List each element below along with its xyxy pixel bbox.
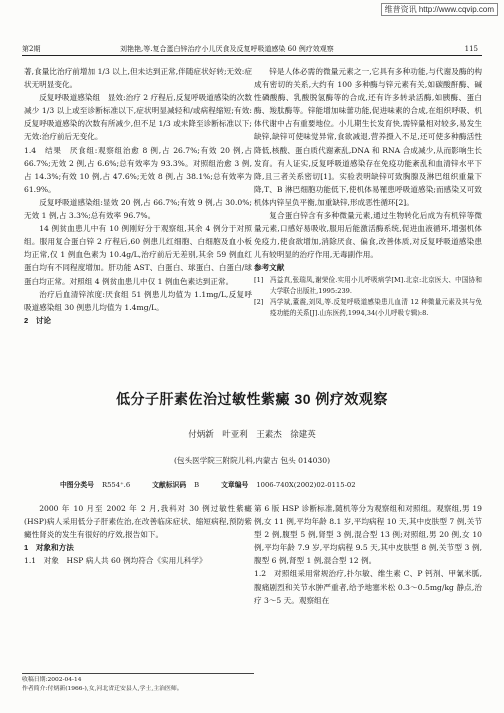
watermark: 维普资讯 http://www.cqvip.com	[381, 3, 498, 16]
paragraph: 锌是人体必需的微量元素之一,它具有多种功能,与代谢及酶的构成有密切的关系,大约有 100 多种酶与锌元素有关,如碳酸酐酶、碱性磷酸酶、乳酸脱氢酶等的合成,还有许多转录活酶,如胰酶、蛋白酶、羧肽酶等。锌能增加味蕾功能,促进味素的合成,在组织呼吸、机体代谢中占有重要地位。小儿期生长发育快,需锌量相对较多,易发生缺锌,缺锌可使味觉异常,食欲减退,营养摄入不足,还可使多种酶活性降低,核酸、蛋白质代谢紊乱,DNA 和 RNA 合成减少,从而影响生长发育。有人证实,反复呼吸道感染存在免疫功能紊乱和血清锌水平下降,且三者关系密切[1]。实验表明缺锌可致胸腺及淋巴组织重量下降,T、B 淋巴细胞功能低下,使机体易罹患呼吸道感染;而感染又可致机体内锌呈负平衡,加重缺锌,形成恶性循环[2]。	[254, 67, 482, 207]
footnote	[22, 673, 254, 694]
reference-number: [1]	[254, 275, 264, 284]
metadata-field	[60, 479, 130, 489]
paragraph: 2000 年 10 月至 2002 年 2 月,我科对 30 例过敏性紫癜(HSP)病人采用低分子肝素佐治,在改善临床症状、缩短病程,预防紫癜性肾炎的发生有很好的疗效,报告如下。	[24, 504, 252, 540]
metadata-key: 文献标识码	[152, 482, 187, 489]
paragraph: 1.1 对象 HSP 病人共 60 例均符合《实用儿科学》	[24, 556, 207, 566]
lower-right-column	[254, 502, 482, 607]
running-header	[22, 44, 482, 56]
page-number: 115	[464, 45, 478, 53]
upper-left-column	[24, 65, 252, 327]
metadata-field	[221, 479, 355, 489]
author-bio: 作者简介:付炳新(1966-),女,河北省迁安县人,学士,主治医师。	[22, 686, 183, 692]
lower-left-column	[24, 502, 252, 567]
article-affiliation: (包头医学院三附院儿科,内蒙古 包头 014030)	[173, 456, 331, 465]
reference-number: [2]	[254, 297, 264, 306]
issue-number: 第2期	[22, 45, 41, 53]
paragraph: 1.2 对照组采用常规治疗,扑尔敏、维生素 C、P 钙剂、甲氰米胍,腹痛剧烈和关节水肿严重者,给予地塞米松 0.3～0.5mg/kg 静点,治疗 3～5 天。观察组在	[254, 569, 482, 605]
running-title: 刘艳艳,等.复合蛋白锌治疗小儿厌食及反复呼吸道感染 60 例疗效观察	[120, 45, 334, 53]
article-metadata	[60, 479, 378, 489]
paragraph: 著,食量比治疗前增加 1/3 以上,但未达到正常,伴随症状好转;无效:症状无明显变化。	[24, 67, 252, 90]
reference-text: 冯学斌,董震,刘凤,等.反复呼吸道感染患儿血清 12 种微量元素及其与免疫功能的关系[J].山东医药,1994,34(小儿呼吸专辑):8.	[270, 297, 482, 318]
upper-right-column	[254, 65, 482, 319]
metadata-value: 1006-740X(2002)02-0115-02	[256, 481, 356, 489]
metadata-key: 中图分类号	[60, 482, 94, 489]
reference-item	[254, 297, 482, 319]
reference-item	[254, 275, 482, 297]
paragraph: 复合蛋白锌含有多种微量元素,通过生物转化后成为有机锌等微量元素,口感好易吸收,服用后能激活酶系统,促进血液循环,增强机体免疫力,使食欲增加,消除厌食、偏食,改善体质,对反复呼吸道感染患儿有较明显的治疗作用,无毒副作用。	[254, 211, 482, 260]
metadata-field	[152, 479, 199, 489]
references-heading: 参考文献	[254, 263, 285, 273]
paragraph: 14 例贫血患儿中有 10 例刚好分于观察组,其余 4 例分于对照组。服用复合蛋白锌 2 疗程后,60 例患儿红细胞、白细胞及血小板均正常,仅 1 例血色素为 10.4g/L,治疗前后无差别,其余 59 例血红蛋白均有不同程度增加。肝功能 AST、白蛋白、球蛋白、白蛋白/球蛋白均正常。对照组 4 例贫血患儿中仅 1 例血色素达到正常。	[24, 224, 252, 286]
paragraph: 反复呼吸道感染组 显效:治疗 2 疗程后,反复呼吸道感染的次数减少 1/3 以上或至诊断标准以下,症状明显减轻和/或病程缩短;有效:反复呼吸道感染的次数有所减少,但不足 1/3 或未降至诊断标准以下;无效:治疗前后无变化。	[24, 93, 252, 142]
article-title: 低分子肝素佐治过敏性紫癜 30 例疗效观察	[116, 391, 388, 407]
paragraph: 治疗后血清锌浓度:厌食组 51 例患儿均值为 1.1mg/L,反复呼吸道感染组 30 例患儿均值为 1.4mg/L。	[24, 289, 252, 312]
metadata-value: R554⁺.6	[101, 481, 131, 489]
section-heading: 2 讨论	[24, 315, 52, 325]
reference-text: 冯益真,张瑞凤,谢荣俭.实用小儿呼吸病学[M].北京:北京医大、中国协和大学联合出版社,1995:239.	[270, 275, 482, 295]
section-heading: 1 对象和方法	[24, 543, 74, 553]
metadata-key: 文章编号	[221, 482, 249, 489]
received-date: 收稿日期:2002-04-14	[22, 677, 82, 683]
article-authors: 付炳新 叶亚利 王素杰 徐建英	[188, 430, 316, 440]
metadata-value: B	[194, 481, 200, 489]
paragraph: 反复呼吸道感染组:显效 20 例,占 66.7%;有效 9 例,占 30.0%;无效 1 例,占 3.3%;总有效率 96.7%。	[24, 197, 252, 221]
paragraph: 1.4 结果 厌食组:观察组治愈 8 例,占 26.7%;有效 20 例,占 66.7%;无效 2 例,占 6.6%;总有效率为 93.3%。对照组治愈 3 例,占 14.3%;有效 10 例,占 47.6%;无效 8 例,占 38.1%;总有效率为 61.9%。	[24, 145, 252, 194]
paragraph: 第 6 版 HSP 诊断标准,随机等分为观察组和对照组。观察组,男 19 例,女 11 例,平均年龄 8.1 岁,平均病程 10 天,其中皮肤型 7 例,关节型 2 例,腹型 5 例,肾型 3 例,混合型 13 例;对照组,男 20 例,女 10 例,平均年龄 7.9 岁,平均病程 9.5 天,其中皮肤型 8 例,关节型 3 例,腹型 6 例,肾型 1 例,混合型 12 例。	[254, 504, 482, 566]
